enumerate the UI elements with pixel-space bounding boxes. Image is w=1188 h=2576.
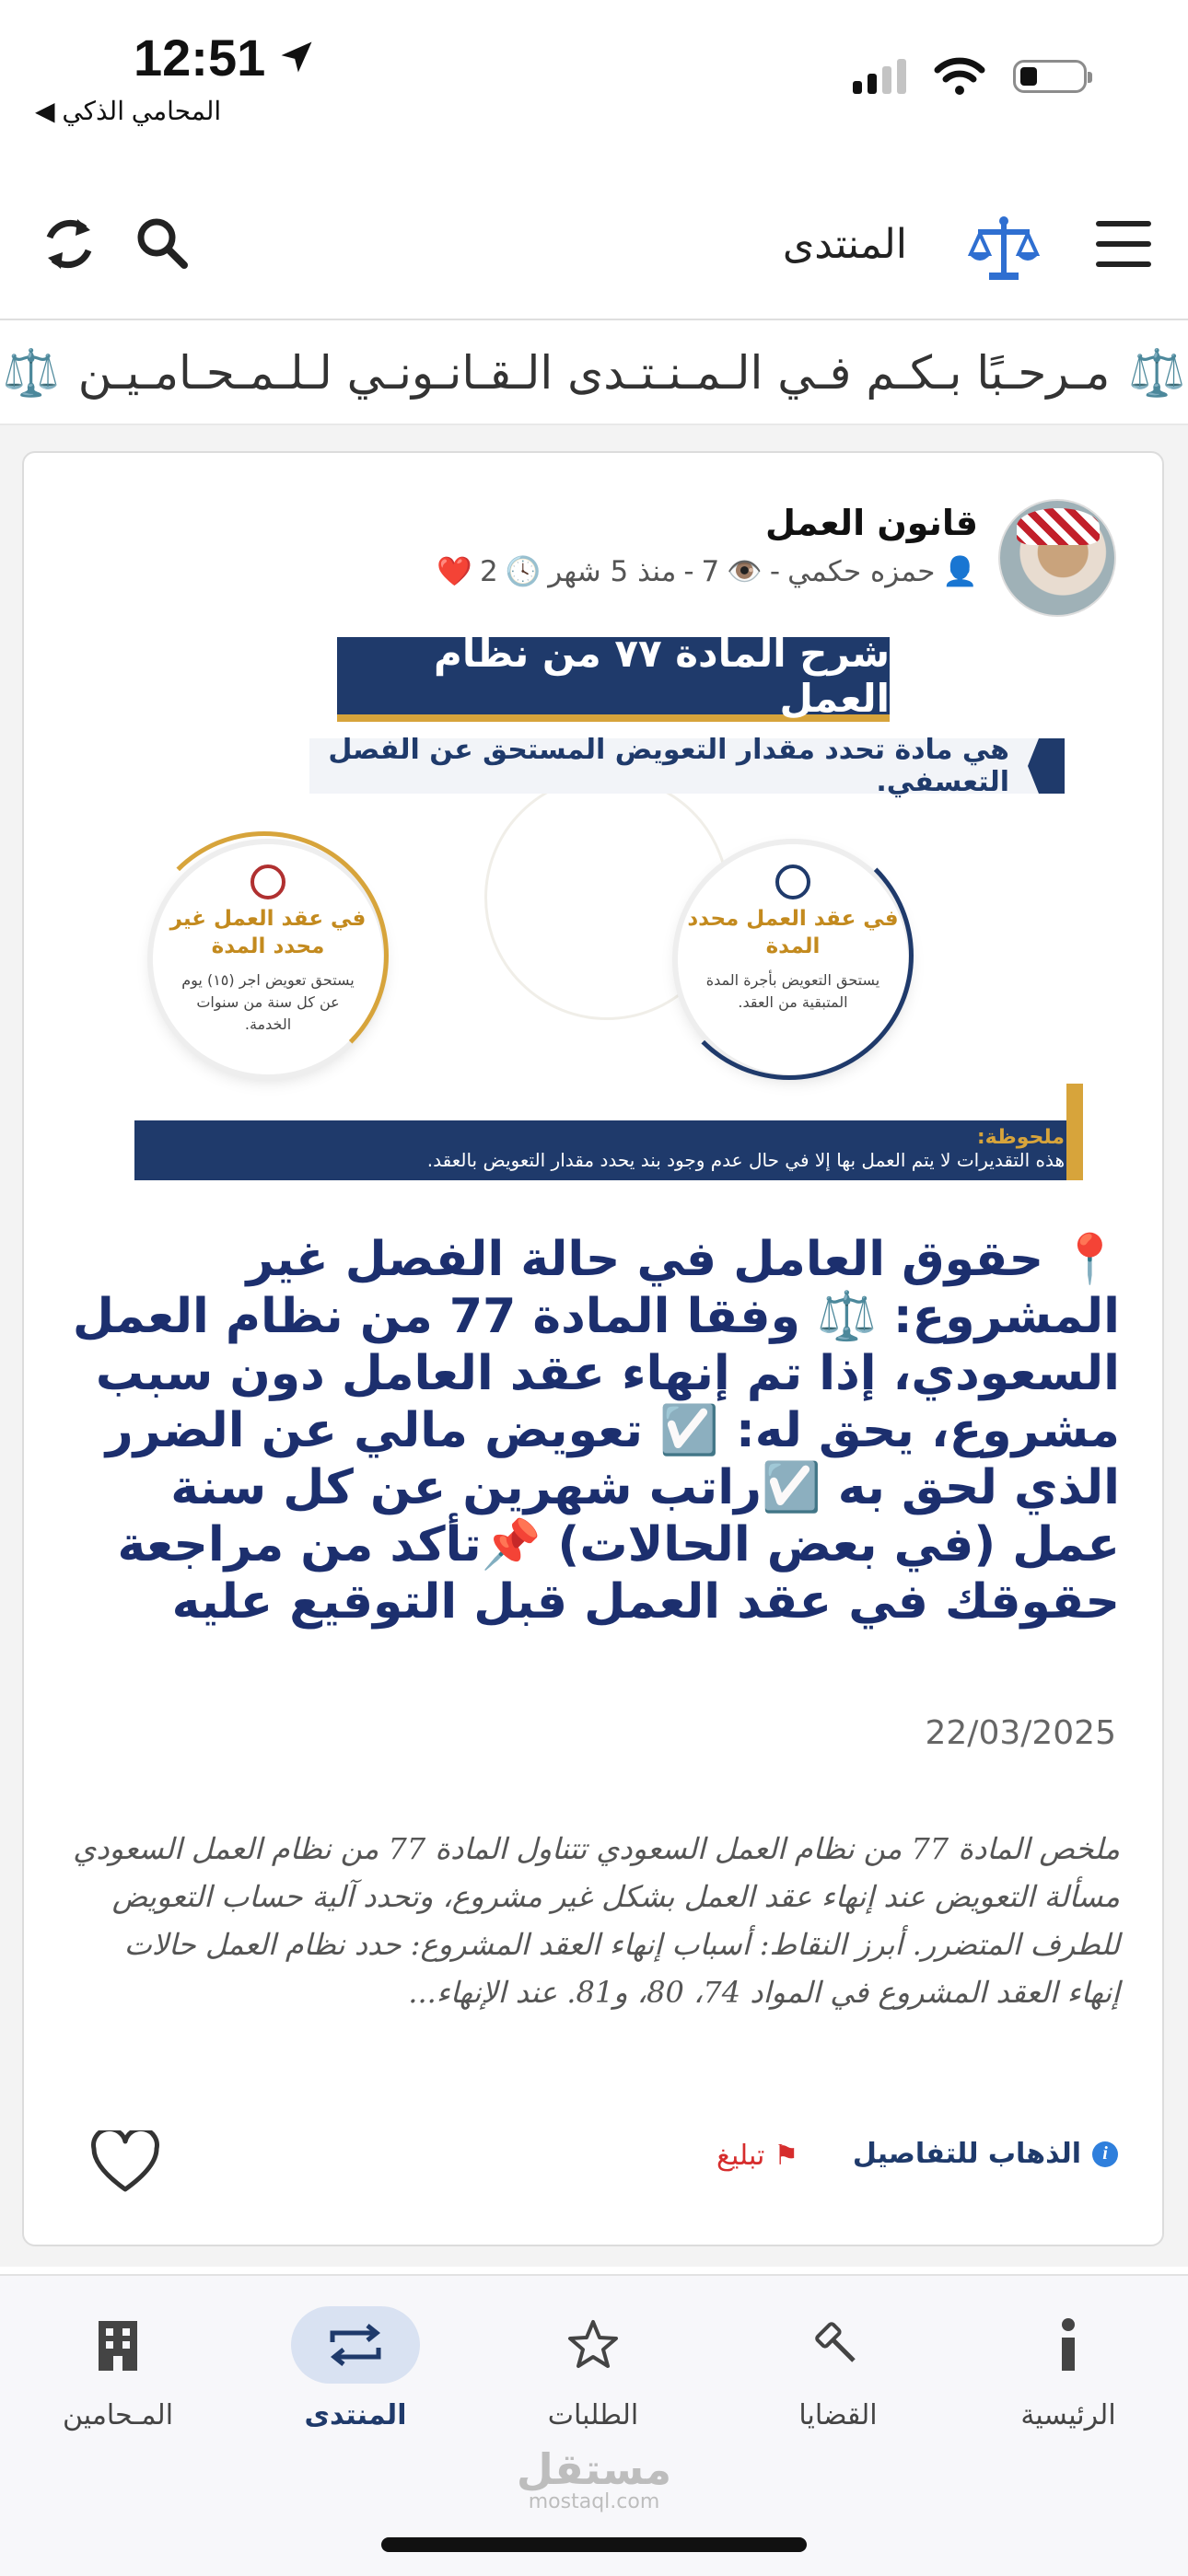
scale-emoji-icon: ⚖️: [1128, 345, 1186, 400]
post-comments-count: 2: [479, 554, 498, 588]
author-avatar[interactable]: [998, 499, 1116, 617]
infographic-circle-unlimited: [153, 844, 383, 1074]
nav-label: المـحامين: [62, 2399, 174, 2431]
post-age: منذ 5 شهر: [548, 554, 677, 588]
note-body: هذه التقديرات لا يتم العمل بها إلا في حال عدم وجود بند يحدد مقدار التعويض بالعقد.: [426, 1149, 1065, 1171]
star-icon: [565, 2317, 621, 2373]
battery-icon: [1013, 60, 1087, 93]
info-icon: i: [1092, 2141, 1118, 2167]
welcome-banner: [0, 322, 1188, 425]
details-link[interactable]: [853, 2138, 1118, 2170]
gavel-icon: [810, 2317, 866, 2373]
scale-emoji-icon: ⚖️: [2, 345, 60, 400]
meta-separator: -: [683, 554, 694, 588]
search-icon[interactable]: [131, 212, 195, 276]
report-label: تبليغ: [716, 2140, 765, 2172]
location-arrow-icon: [276, 37, 317, 77]
post-card[interactable]: [22, 451, 1164, 2246]
post-views: 7: [701, 554, 720, 588]
mostaql-watermark: [0, 2444, 1188, 2513]
status-time: 12:51: [134, 29, 266, 87]
circle-body: يستحق التعويض بأجرة المدة المتبقية من العقد.: [705, 971, 880, 1011]
nav-label: المنتدى: [304, 2399, 407, 2431]
wifi-icon: [934, 57, 985, 96]
post-body: 📍 حقوق العامل في حالة الفصل غير المشروع: ⚖️ وفقا المادة 77 من نظام العمل السعودي، إذا تم إنهاء عقد العامل دون سبب مشروع، يحق له: ☑️ تعويض مالي عن الضرر الذي لحق به ☑️راتب شهرين عن كل سنة عمل (في بعض الحالات) 📌تأكد من مراجعة حقوقك في عقد العمل قبل التوقيع عليه: [72, 1232, 1120, 1630]
infographic-header: شرح المادة ٧٧ من نظام العمل: [337, 637, 890, 722]
scale-logo-icon: [967, 212, 1041, 285]
infographic-note: [134, 1120, 1083, 1180]
post-meta: [437, 554, 978, 588]
infographic-subtitle: هي مادة تحدد مقدار التعويض المستحق عن الفصل التعسفي.: [309, 738, 1065, 794]
welcome-text: مـرحـبًا بـكـم فـي الـمـنـتـدى الـقـانـونـي لـلـمـحـامـيـن: [77, 346, 1111, 400]
nav-label: القضايا: [798, 2399, 878, 2431]
cellular-signal-icon: [853, 59, 906, 94]
post-author: حمزه حكمي: [787, 554, 936, 588]
post-image[interactable]: [116, 637, 1083, 1180]
nav-lawyers[interactable]: [26, 2303, 210, 2431]
nav-label: الرئيسية: [1020, 2399, 1116, 2431]
app-title: المنتدى: [782, 221, 907, 268]
user-icon: 👤: [942, 555, 978, 588]
report-button[interactable]: [716, 2140, 798, 2172]
infographic-circle-fixed: [678, 844, 908, 1074]
like-heart-icon[interactable]: [90, 2130, 160, 2193]
eye-icon: 👁️: [727, 555, 763, 588]
nav-home[interactable]: [976, 2303, 1160, 2431]
flag-icon: ⚑: [774, 2140, 799, 2172]
bottom-navigation: [0, 2274, 1188, 2576]
note-heading: ملحوظة:: [976, 1126, 1065, 1149]
nav-forum[interactable]: [263, 2303, 448, 2431]
post-date: 22/03/2025: [925, 1714, 1116, 1752]
hamburger-menu-icon[interactable]: [1096, 221, 1151, 267]
nav-label: الطلبات: [547, 2399, 639, 2431]
watermark-main: مستقل: [516, 2444, 672, 2494]
info-icon: [1054, 2317, 1082, 2373]
details-label: الذهاب للتفاصيل: [852, 2138, 1081, 2170]
nav-cases[interactable]: [746, 2303, 930, 2431]
status-indicators: [853, 57, 1087, 96]
nav-requests[interactable]: [501, 2303, 685, 2431]
circle-heading: في عقد العمل محدد المدة: [687, 907, 899, 958]
circle-heading: في عقد العمل غير محدد المدة: [169, 907, 367, 958]
clock-icon: 🕓: [505, 555, 542, 588]
refresh-icon[interactable]: [37, 210, 101, 278]
heart-emoji-icon: ❤️: [437, 555, 472, 588]
building-icon: [95, 2317, 141, 2373]
post-title[interactable]: قانون العمل: [764, 503, 978, 543]
app-bar: [0, 184, 1188, 320]
post-summary: ملخص المادة 77 من نظام العمل السعودي تتناول المادة 77 من نظام العمل السعودي مسألة التعويض عند إنهاء عقد العمل بشكل غير مشروع، وتحدد آلية حساب التعويض للطرف المتضرر. أبرز النقاط: أسباب إنهاء العقد المشروع: حدد نظام العمل حالات إنهاء العقد المشروع في المواد 74، 80، و81. عند الإنهاء...: [73, 1831, 1120, 2010]
home-indicator[interactable]: [381, 2537, 807, 2552]
meta-separator: -: [769, 554, 781, 588]
circle-body: يستحق تعويض اجر (١٥) يوم عن كل سنة من سنوات الخدمة.: [181, 971, 355, 1033]
watermark-sub: mostaql.com: [528, 2490, 660, 2513]
repeat-icon: [325, 2322, 386, 2368]
back-to-app-link[interactable]: ◀ المحامي الذكي: [35, 97, 222, 125]
